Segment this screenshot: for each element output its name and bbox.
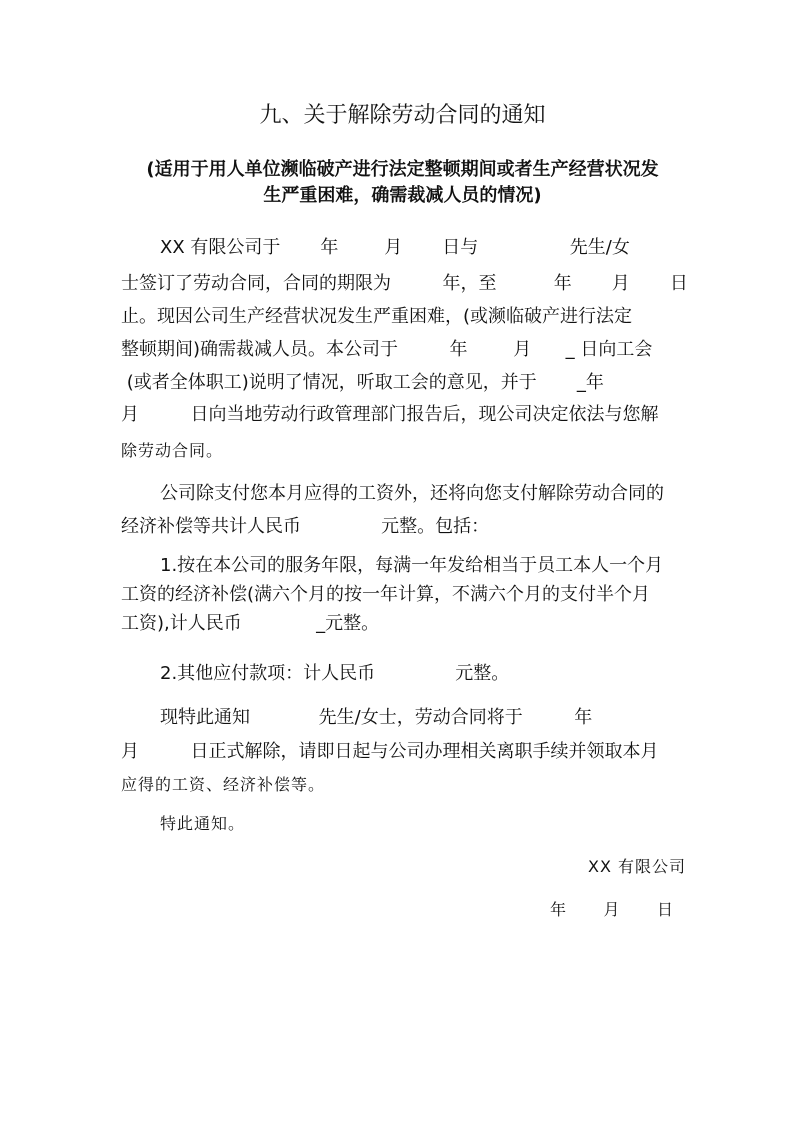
paragraph1-line3: 止。现因公司生产经营状况发生严重困难，(或濒临破产进行法定 xyxy=(121,306,633,327)
item1-line2: 工资的经济补偿(满六个月的按一年计算，不满六个月的支付半个月 xyxy=(121,584,651,605)
paragraph1-line7: 除劳动合同。 xyxy=(121,441,224,460)
paragraph2-line1: 公司除支付您本月应得的工资外，还将向您支付解除劳动合同的 xyxy=(160,483,664,504)
document-subtitle-line2: 生严重困难，确需裁减人员的情况) xyxy=(263,185,542,206)
paragraph2-line2: 经济补偿等共计人民币 元整。包括： xyxy=(121,516,490,537)
document-subtitle-line1: (适用于用人单位濒临破产进行法定整顿期间或者生产经营状况发 xyxy=(146,159,659,180)
paragraph3-line3: 应得的工资、经济补偿等。 xyxy=(121,775,326,794)
paragraph1-line5: (或者全体职工)说明了情况，听取工会的意见，并于 _年 xyxy=(121,372,604,393)
paragraph1-line2: 士签订了劳动合同，合同的期限为 年，至 年 月 日 xyxy=(121,273,688,294)
paragraph1-line6: 月 日向当地劳动行政管理部门报告后，现公司决定依法与您解 xyxy=(121,404,659,425)
paragraph3-line1: 现特此通知 先生/女士，劳动合同将于 年 xyxy=(160,707,593,728)
signature-company: XX 有限公司 xyxy=(588,857,687,876)
document-title: 九、关于解除劳动合同的通知 xyxy=(259,103,546,128)
item2-line1: 2.其他应付款项：计人民币 元整。 xyxy=(160,663,510,684)
closing-text: 特此通知。 xyxy=(160,814,246,833)
signature-date: 年 月 日 xyxy=(550,900,675,919)
paragraph3-line2: 月 日正式解除，请即日起与公司办理相关离职手续并领取本月 xyxy=(121,741,659,762)
paragraph1-line4: 整顿期间)确需裁减人员。本公司于 年 月 _ 日向工会 xyxy=(121,339,653,360)
item1-line3: 工资),计人民币 _元整。 xyxy=(121,613,380,634)
paragraph1-line1: XX 有限公司于 年 月 日与 先生/女 xyxy=(160,237,630,258)
item1-line1: 1.按在本公司的服务年限，每满一年发给相当于员工本人一个月 xyxy=(160,555,664,576)
